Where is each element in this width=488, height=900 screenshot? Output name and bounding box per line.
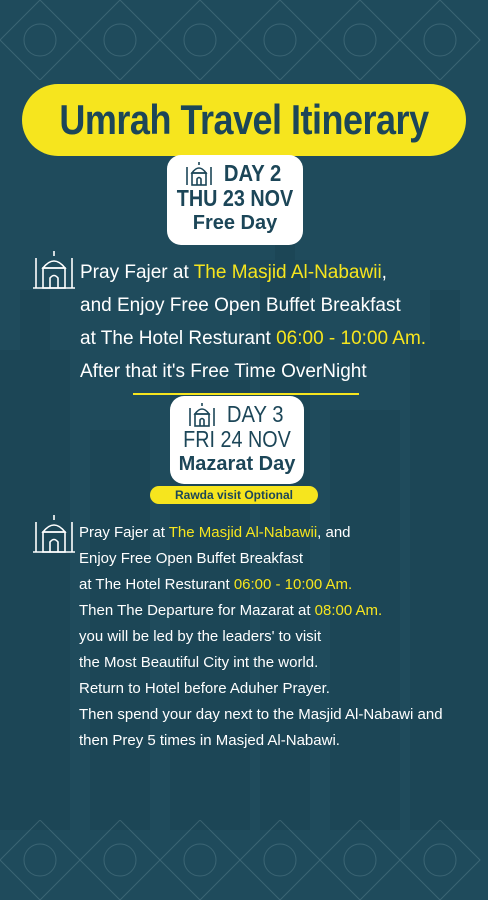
day-label: Mazarat Day: [178, 453, 296, 475]
highlight: The Masjid Al-Nabawii: [193, 262, 382, 283]
day2-badge: [167, 155, 303, 245]
text-line: Then The Departure for Mazarat at 08:00 Am.: [79, 602, 383, 619]
optional-badge: Rawda visit Optional: [150, 486, 318, 504]
highlight: 06:00 - 10:00 Am.: [276, 328, 427, 349]
text-line: After that it's Free Time OverNight: [80, 361, 367, 382]
text-line: at The Hotel Resturant 06:00 - 10:00 Am.: [79, 576, 353, 593]
highlight: 06:00 - 10:00 Am.: [233, 576, 353, 593]
title-banner: [22, 84, 466, 156]
text-line: at The Hotel Resturant 06:00 - 10:00 Am.: [80, 328, 427, 349]
geometric-pattern-top: [0, 0, 488, 80]
text-line: you will be led by the leaders' to visit: [79, 628, 322, 645]
text-line: and Enjoy Free Open Buffet Breakfast: [80, 295, 401, 316]
divider: [133, 393, 359, 395]
text-line: Return to Hotel before Aduher Prayer.: [79, 680, 330, 697]
highlight: 08:00 Am.: [314, 602, 383, 619]
text-line: Enjoy Free Open Buffet Breakfast: [79, 550, 304, 567]
day3-badge: [170, 396, 304, 484]
day-number: DAY 3: [226, 401, 284, 427]
day2-description: [80, 256, 480, 388]
page-title: Umrah Travel Itinerary: [59, 95, 429, 143]
day-number: DAY 2: [224, 160, 282, 186]
day-label: Free Day: [192, 212, 278, 234]
day-date: FRI 24 NOV: [183, 426, 291, 452]
text-line: Then spend your day next to the Masjid Al-Nabawi and: [79, 706, 443, 723]
day3-description: [79, 520, 484, 754]
text-line: Pray Fajer at The Masjid Al-Nabawii, and: [79, 524, 351, 541]
text-line: then Prey 5 times in Masjed Al-Nabawi.: [79, 732, 340, 749]
mosque-icon: [32, 250, 76, 290]
day-date: THU 23 NOV: [176, 185, 294, 211]
text-line: the Most Beautiful City int the world.: [79, 654, 319, 671]
mosque-icon: [32, 514, 76, 554]
mosque-icon: [187, 401, 217, 427]
mosque-icon: [184, 160, 214, 186]
highlight: The Masjid Al-Nabawii: [168, 524, 318, 541]
text-line: Pray Fajer at The Masjid Al-Nabawii,: [80, 262, 387, 283]
geometric-pattern-bottom: [0, 820, 488, 900]
